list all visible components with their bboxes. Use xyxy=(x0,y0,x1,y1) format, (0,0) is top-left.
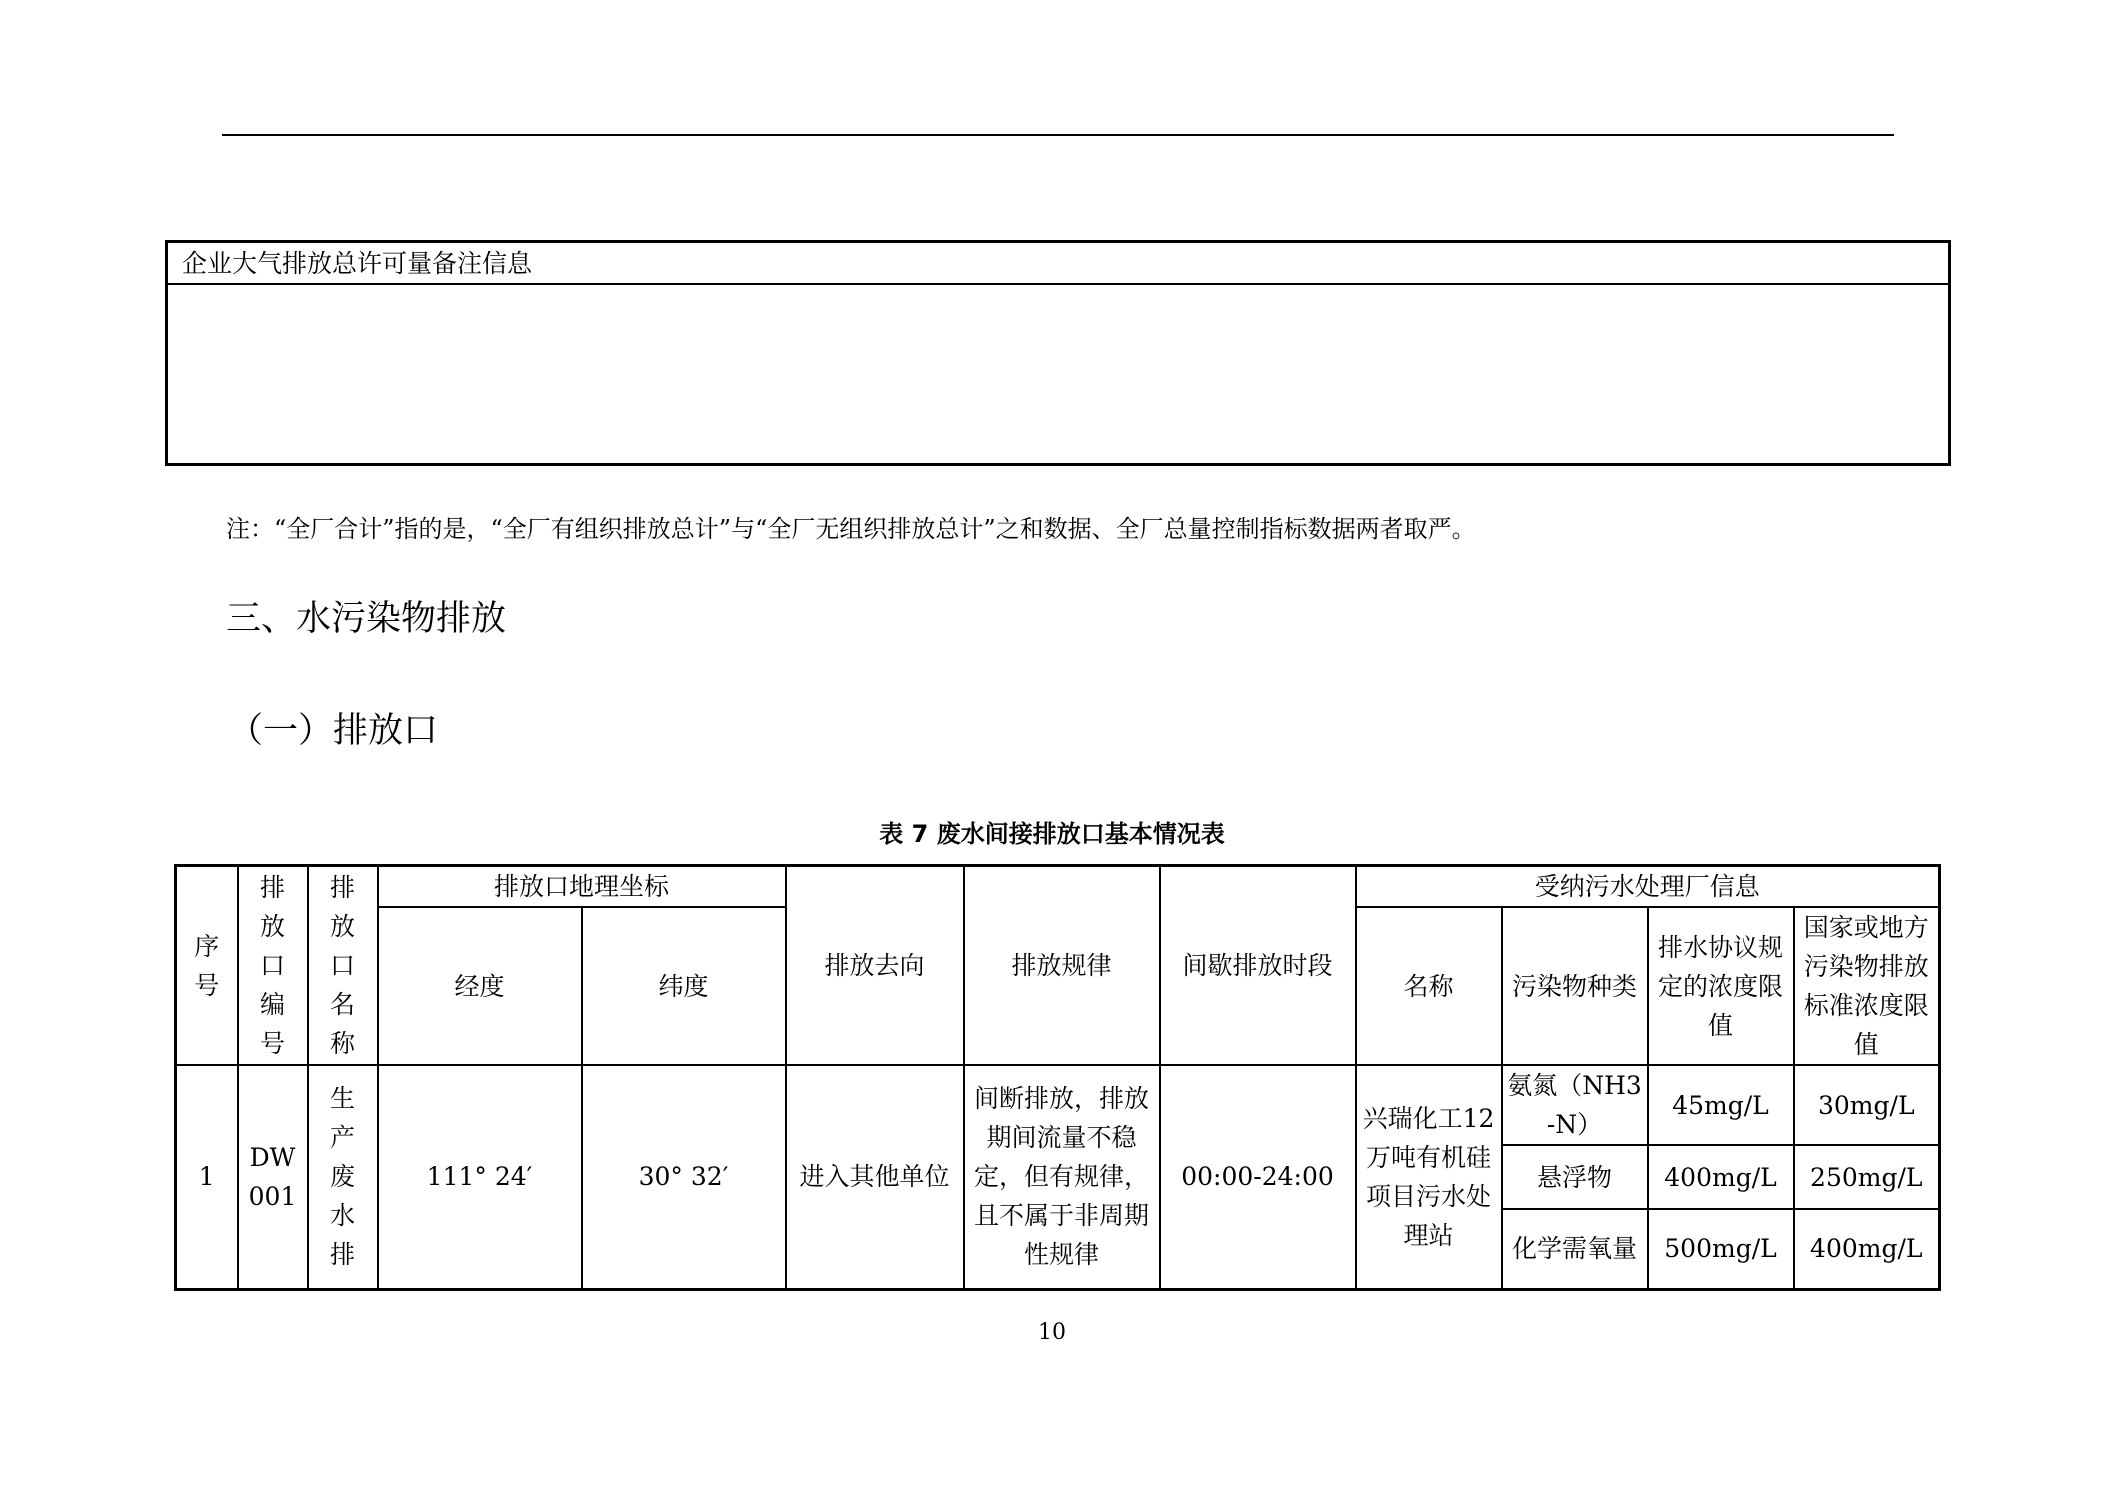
wastewater-outlet-table xyxy=(174,864,1941,1291)
header-latitude: 纬度 xyxy=(582,907,786,1065)
cell-pattern: 间断排放，排放期间流量不稳定，但有规律，且不属于非周期性规律 xyxy=(964,1065,1160,1289)
emission-notes-title: 企业大气排放总许可量备注信息 xyxy=(168,243,1948,285)
emission-notes-content xyxy=(168,285,1948,297)
subsection-title: （一）排放口 xyxy=(228,711,439,751)
page-number: 10 xyxy=(1038,1320,1066,1345)
header-agreement-limit: 排水协议规定的浓度限值 xyxy=(1648,907,1794,1065)
header-seq: 序号 xyxy=(176,866,238,1066)
cell-pollutant-name: 化学需氧量 xyxy=(1502,1209,1648,1289)
header-standard-limit: 国家或地方污染物排放标准浓度限值 xyxy=(1794,907,1940,1065)
footnote-text: 注：“全厂合计”指的是，“全厂有组织排放总计”与“全厂无组织排放总计”之和数据、全厂总量控制指标数据两者取严。 xyxy=(226,515,1476,543)
table-caption: 表 7 废水间接排放口基本情况表 xyxy=(879,820,1225,848)
cell-destination: 进入其他单位 xyxy=(786,1065,964,1289)
cell-outlet-code: DW001 xyxy=(238,1065,308,1289)
header-geo-coordinates: 排放口地理坐标 xyxy=(378,866,786,908)
cell-pollutant-name: 悬浮物 xyxy=(1502,1145,1648,1209)
cell-latitude: 30° 32′ xyxy=(582,1065,786,1289)
cell-agreement-limit: 400mg/L xyxy=(1648,1145,1794,1209)
section-title: 三、水污染物排放 xyxy=(226,599,507,639)
cell-agreement-limit: 45mg/L xyxy=(1648,1065,1794,1145)
header-pattern: 排放规律 xyxy=(964,866,1160,1066)
cell-outlet-name: 生产废水排 xyxy=(308,1065,378,1289)
cell-intermittent-period: 00:00-24:00 xyxy=(1160,1065,1356,1289)
header-pollutant-type: 污染物种类 xyxy=(1502,907,1648,1065)
cell-agreement-limit: 500mg/L xyxy=(1648,1209,1794,1289)
cell-longitude: 111° 24′ xyxy=(378,1065,582,1289)
emission-notes-box xyxy=(165,240,1951,466)
header-plant-info: 受纳污水处理厂信息 xyxy=(1356,866,1940,908)
cell-seq: 1 xyxy=(176,1065,238,1289)
header-outlet-code: 排放口编号 xyxy=(238,866,308,1066)
cell-pollutant-name: 氨氮（NH3-N） xyxy=(1502,1065,1648,1145)
header-intermittent-period: 间歇排放时段 xyxy=(1160,866,1356,1066)
cell-standard-limit: 30mg/L xyxy=(1794,1065,1940,1145)
cell-plant-name: 兴瑞化工12万吨有机硅项目污水处理站 xyxy=(1356,1065,1502,1289)
header-destination: 排放去向 xyxy=(786,866,964,1066)
cell-standard-limit: 250mg/L xyxy=(1794,1145,1940,1209)
cell-standard-limit: 400mg/L xyxy=(1794,1209,1940,1289)
header-rule xyxy=(222,134,1894,136)
header-plant-name: 名称 xyxy=(1356,907,1502,1065)
header-longitude: 经度 xyxy=(378,907,582,1065)
header-outlet-name: 排放口名称 xyxy=(308,866,378,1066)
